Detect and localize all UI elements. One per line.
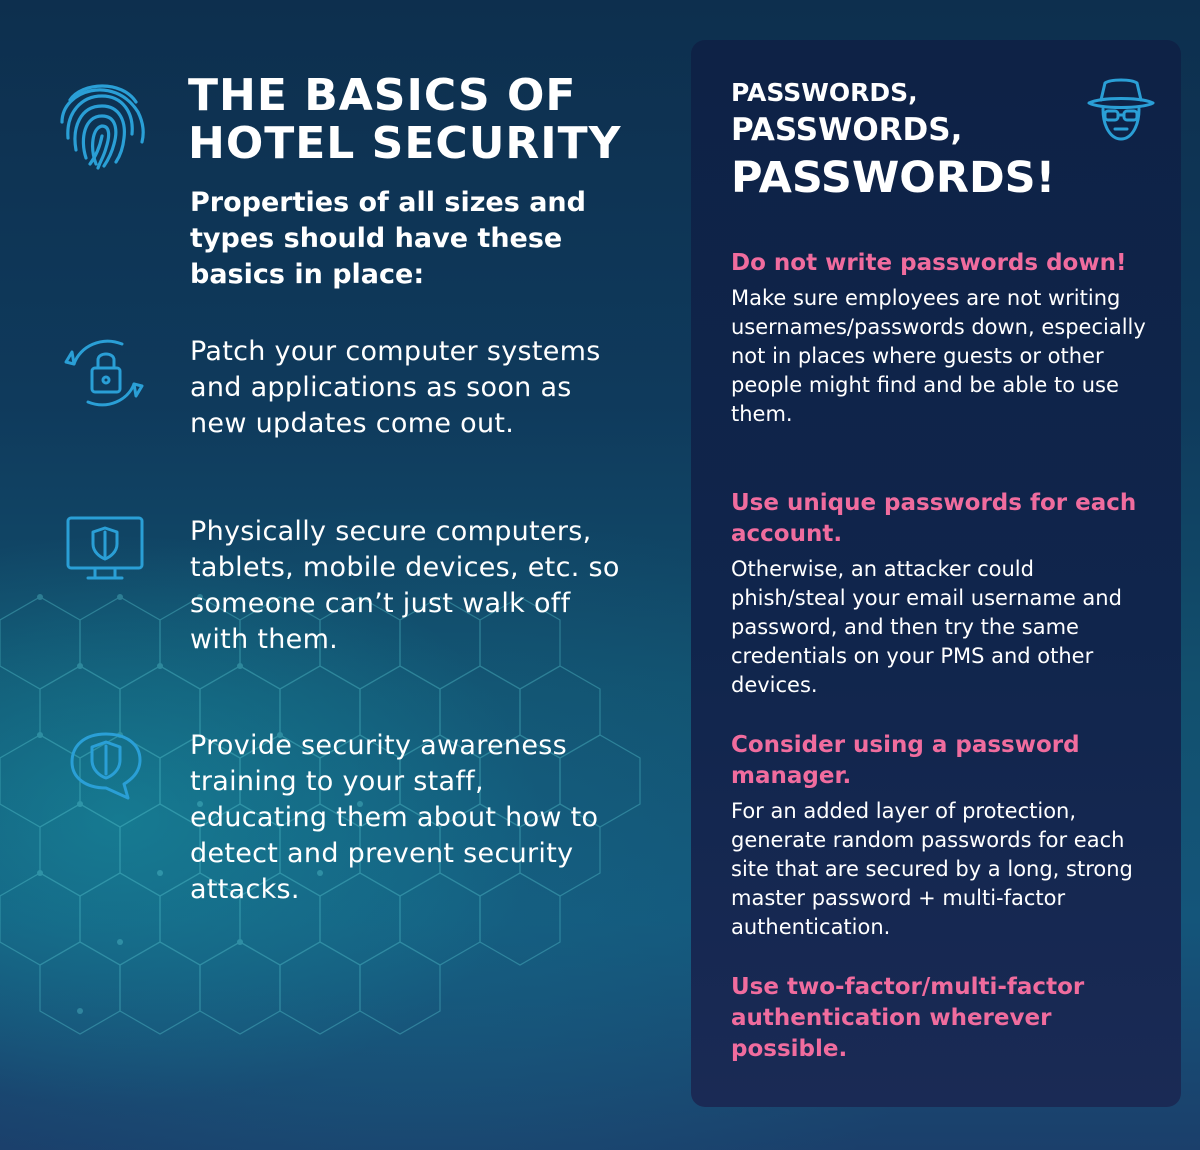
panel-title-line-2: PASSWORDS, [731,112,963,148]
title-line-2: HOTEL SECURITY [188,118,622,169]
tip-multi-factor [731,972,1151,1065]
title-line-1: THE BASICS OF [188,70,577,121]
shield-monitor-icon [62,514,152,594]
panel-title-line-1: PASSWORDS, [731,78,918,107]
basics-item-text: Physically secure computers, tablets, mobile devices, etc. so someone can’t just walk off with them. [190,516,620,655]
tip-heading: Do not write passwords down! [731,250,1127,276]
page-title [188,72,668,168]
spy-hacker-icon [1085,75,1157,147]
basics-item-text: Provide security awareness training to your staff, educating them about how to detect and prevent security attacks. [190,730,599,905]
tip-heading: Use two-factor/multi-factor authentication wherever possible. [731,974,1085,1062]
fingerprint-icon [52,72,152,172]
tip-no-writing [731,248,1151,429]
tip-body: For an added layer of protection, generate random passwords for each site that are secured by a long, strong master password + multi-factor authentication. [731,799,1133,939]
passwords-panel [691,40,1181,1107]
tip-password-manager [731,730,1151,942]
lock-refresh-icon [62,334,152,414]
tip-unique-passwords [731,488,1151,700]
basics-item-text: Patch your computer systems and applications as soon as new updates come out. [190,336,601,439]
subtitle: Properties of all sizes and types should have these basics in place: [190,187,586,290]
panel-title [731,78,1091,204]
shield-speech-bubble-icon [62,728,152,808]
tip-heading: Consider using a password manager. [731,732,1080,789]
panel-title-line-3: PASSWORDS! [731,153,1056,203]
tip-heading: Use unique passwords for each account. [731,490,1137,547]
tip-body: Otherwise, an attacker could phish/steal your email username and password, and then try the same credentials on your PMS and other devices. [731,557,1122,697]
tip-body: Make sure employees are not writing usernames/passwords down, especially not in places where guests or other people might find and be able to use them. [731,286,1146,426]
